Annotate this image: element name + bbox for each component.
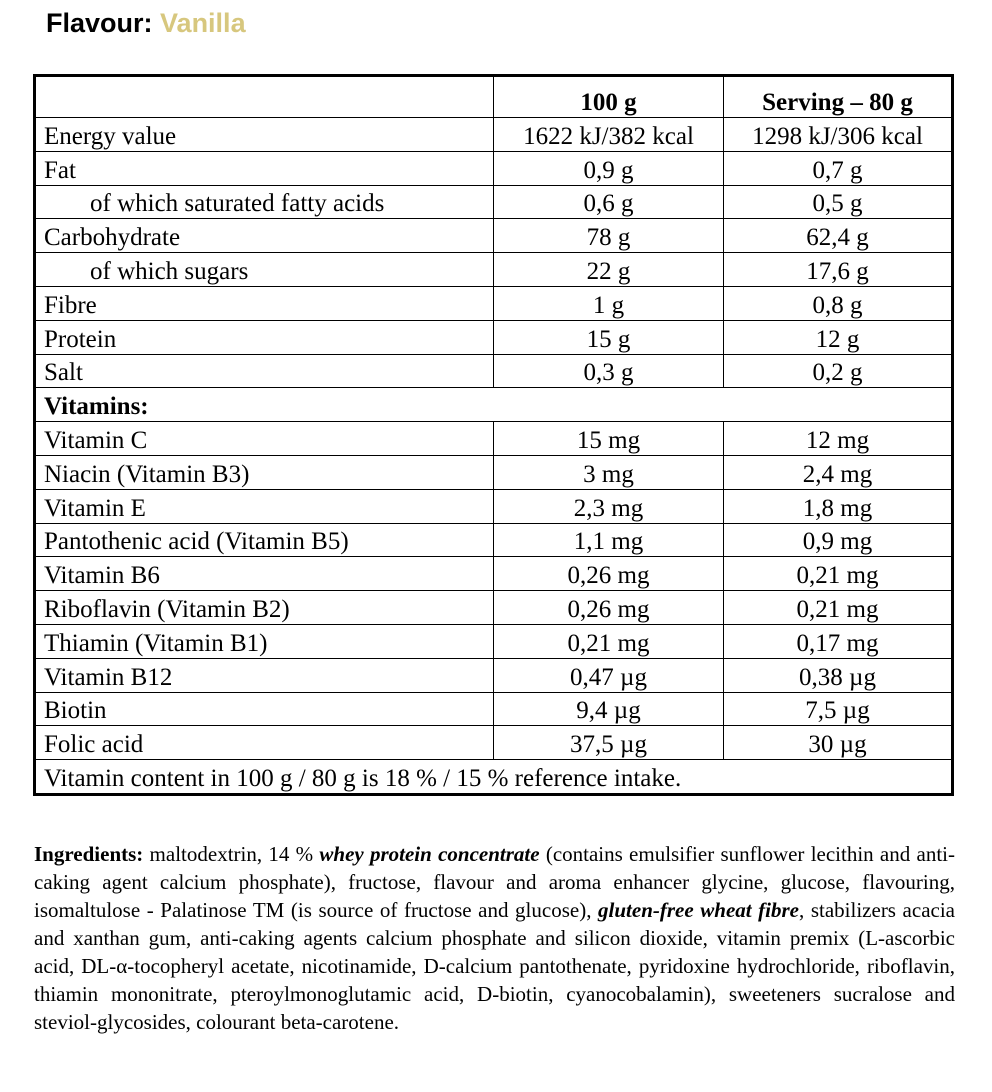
vitamin-name: Biotin	[35, 692, 494, 726]
value-per-serving: 0,9 mg	[724, 523, 953, 557]
vitamin-name: Vitamin B6	[35, 557, 494, 591]
table-row	[35, 489, 953, 523]
table-row	[35, 658, 953, 692]
value-per-serving: 30 µg	[724, 726, 953, 760]
value-per-serving: 2,4 mg	[724, 455, 953, 489]
table-row	[35, 455, 953, 489]
nutrient-name: Salt	[35, 354, 494, 388]
table-row	[35, 219, 953, 253]
value-per-100g: 9,4 µg	[494, 692, 724, 726]
header-cell-per-100g: 100 g	[494, 76, 724, 118]
flavour-label: Flavour:	[46, 8, 153, 38]
value-per-100g: 37,5 µg	[494, 726, 724, 760]
table-row	[35, 422, 953, 456]
value-per-100g: 0,3 g	[494, 354, 724, 388]
value-per-serving: 17,6 g	[724, 253, 953, 287]
vitamin-name: Vitamin E	[35, 489, 494, 523]
ingredients-text: (contains emulsifier sunflower lecithin and anti-caking agent calcium phosphate), fructose, flavour and aroma enhancer glycine, glucose, flavouring, isomaltulose - Palatinose TM (is source of fructose and glucose),	[34, 842, 955, 922]
value-per-100g: 0,21 mg	[494, 624, 724, 658]
value-per-serving: 0,21 mg	[724, 591, 953, 625]
nutrient-name: of which saturated fatty acids	[35, 185, 494, 219]
value-per-100g: 22 g	[494, 253, 724, 287]
table-row	[35, 151, 953, 185]
value-per-serving: 0,2 g	[724, 354, 953, 388]
vitamins-heading-row	[35, 388, 953, 422]
value-per-serving: 62,4 g	[724, 219, 953, 253]
ingredients-paragraph	[34, 840, 955, 1036]
ingredients-highlight: whey protein concentrate	[319, 842, 540, 866]
table-row	[35, 692, 953, 726]
table-row	[35, 354, 953, 388]
value-per-100g: 2,3 mg	[494, 489, 724, 523]
ingredients-text: , stabilizers acacia and xanthan gum, anti-caking agents calcium phosphate and silicon dioxide, vitamin premix (L-ascorbic acid, DL-α-tocopheryl acetate, nicotinamide, D-calcium pantothenate, pyridoxine hydrochloride, riboflavin, thiamin mononitrate, pteroylmonoglutamic acid, D-biotin, cyanocobalamin), sweeteners sucralose and steviol-glycosides, colourant beta-carotene.	[34, 898, 956, 1034]
flavour-value: Vanilla	[160, 8, 246, 38]
nutrient-name: Fibre	[35, 286, 494, 320]
table-row	[35, 591, 953, 625]
header-cell-nutrient	[35, 76, 494, 118]
value-per-serving: 12 g	[724, 320, 953, 354]
value-per-serving: 0,5 g	[724, 185, 953, 219]
value-per-100g: 1,1 mg	[494, 523, 724, 557]
vitamin-name: Vitamin C	[35, 422, 494, 456]
value-per-100g: 15 g	[494, 320, 724, 354]
value-per-100g: 3 mg	[494, 455, 724, 489]
vitamin-name: Vitamin B12	[35, 658, 494, 692]
ingredients-label: Ingredients:	[34, 842, 144, 866]
vitamins-heading: Vitamins:	[35, 388, 953, 422]
nutrient-name: Fat	[35, 151, 494, 185]
table-row	[35, 726, 953, 760]
table-row	[35, 286, 953, 320]
value-per-serving: 0,7 g	[724, 151, 953, 185]
value-per-serving: 12 mg	[724, 422, 953, 456]
value-per-serving: 0,17 mg	[724, 624, 953, 658]
value-per-serving: 0,8 g	[724, 286, 953, 320]
value-per-100g: 1622 kJ/382 kcal	[494, 118, 724, 152]
table-row	[35, 523, 953, 557]
table-row	[35, 624, 953, 658]
value-per-100g: 78 g	[494, 219, 724, 253]
vitamin-name: Riboflavin (Vitamin B2)	[35, 591, 494, 625]
value-per-100g: 0,26 mg	[494, 591, 724, 625]
nutrition-table	[33, 74, 954, 796]
nutrient-name: Carbohydrate	[35, 219, 494, 253]
table-row	[35, 118, 953, 152]
vitamin-name: Folic acid	[35, 726, 494, 760]
value-per-serving: 1298 kJ/306 kcal	[724, 118, 953, 152]
value-per-serving: 0,21 mg	[724, 557, 953, 591]
value-per-serving: 7,5 µg	[724, 692, 953, 726]
ingredients-text: maltodextrin, 14 %	[143, 842, 320, 866]
reference-intake-note: Vitamin content in 100 g / 80 g is 18 % / 15 % reference intake.	[35, 760, 953, 795]
vitamin-name: Thiamin (Vitamin B1)	[35, 624, 494, 658]
vitamin-name: Niacin (Vitamin B3)	[35, 455, 494, 489]
nutrient-name: Protein	[35, 320, 494, 354]
footnote-row	[35, 760, 953, 795]
value-per-serving: 0,38 µg	[724, 658, 953, 692]
value-per-serving: 1,8 mg	[724, 489, 953, 523]
value-per-100g: 0,9 g	[494, 151, 724, 185]
value-per-100g: 15 mg	[494, 422, 724, 456]
value-per-100g: 0,6 g	[494, 185, 724, 219]
table-header-row	[35, 76, 953, 118]
value-per-100g: 1 g	[494, 286, 724, 320]
header-cell-per-serving: Serving – 80 g	[724, 76, 953, 118]
table-row	[35, 320, 953, 354]
nutrient-name: Energy value	[35, 118, 494, 152]
vitamin-name: Pantothenic acid (Vitamin B5)	[35, 523, 494, 557]
table-row	[35, 557, 953, 591]
table-row	[35, 185, 953, 219]
table-row	[35, 253, 953, 287]
ingredients-highlight: gluten-free wheat fibre	[598, 898, 800, 922]
value-per-100g: 0,47 µg	[494, 658, 724, 692]
value-per-100g: 0,26 mg	[494, 557, 724, 591]
flavour-heading	[46, 4, 246, 42]
nutrient-name: of which sugars	[35, 253, 494, 287]
